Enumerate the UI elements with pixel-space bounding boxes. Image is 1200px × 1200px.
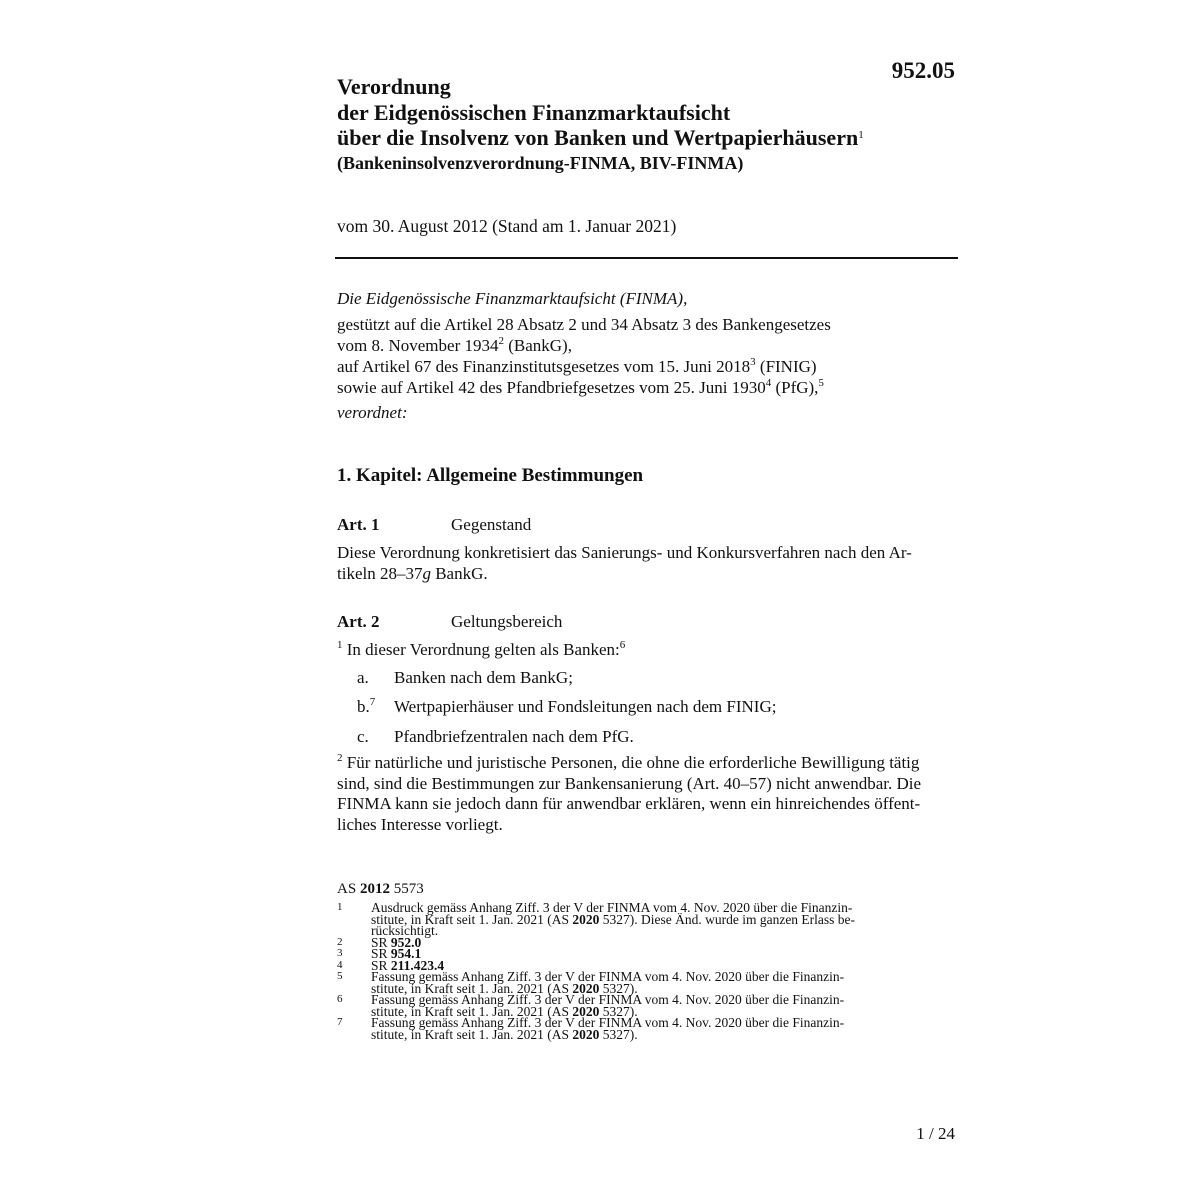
footnote-ref[interactable]: 5 — [818, 377, 824, 389]
title-line-text: über die Insolvenz von Banken und Wertpapierhäusern — [337, 125, 859, 150]
footnote-ref[interactable]: 4 — [765, 377, 772, 389]
paragraph-text-italic: g — [422, 563, 431, 583]
list-letter — [357, 727, 394, 747]
footnote — [337, 1017, 855, 1040]
footnote-line-text: SR — [371, 946, 391, 961]
title-line — [337, 125, 864, 151]
article-paragraph — [337, 640, 625, 661]
list-letter-text: b. — [357, 697, 370, 716]
footnote-line-bold: 954.1 — [390, 946, 422, 961]
footnote-text — [371, 1017, 844, 1040]
chapter-heading: 1. Kapitel: Allgemeine Bestimmungen — [337, 465, 644, 486]
article-paragraph — [337, 543, 912, 584]
footnote — [337, 902, 855, 937]
footnote-ref[interactable]: 6 — [619, 639, 626, 651]
source-reference — [337, 881, 424, 898]
footnote-text — [371, 971, 844, 994]
paragraph-text: tikeln 28–37 — [337, 563, 423, 583]
footnote-number: 5 — [337, 970, 343, 982]
paragraph-line: FINMA kann sie jedoch dann für anwendbar erklären, wenn ein hinreichendes öffent- — [337, 794, 921, 813]
preamble-line — [337, 335, 831, 356]
source-year: 2012 — [359, 881, 390, 897]
footnote-line: Fassung gemäss Anhang Ziff. 3 der V der FINMA vom 4. Nov. 2020 über die Finanzin- — [371, 1015, 845, 1030]
footnote-line-bold: 2020 — [572, 1026, 600, 1042]
title-line: der Eidgenössischen Finanzmarktaufsicht — [337, 99, 731, 125]
preamble-line — [337, 377, 831, 398]
list-item — [357, 668, 573, 688]
paragraph-line: liches Interesse vorliegt. — [337, 814, 503, 834]
paragraph-line: sind, sind die Bestimmungen zur Bankensanierung (Art. 40–57) nicht anwendbar. Die — [337, 773, 922, 793]
article-heading — [337, 515, 531, 535]
article-heading — [337, 612, 562, 632]
footnote-line-text: 5327). Diese Änd. wurde im ganzen Erlass be- — [599, 911, 856, 927]
list-letter-text: a. — [357, 668, 369, 687]
footnote-line-text: 5327). — [599, 1003, 638, 1019]
footnote-line-text: stitute, in Kraft seit 1. Jan. 2021 (AS — [371, 911, 573, 927]
footnote-line-text: SR — [371, 934, 391, 950]
paragraph-line — [337, 753, 921, 774]
footnote-line-bold: 211.423.4 — [390, 957, 445, 973]
list-text: Wertpapierhäuser und Fondsleitungen nach dem FINIG; — [394, 697, 777, 716]
paragraph-number: 1 — [337, 639, 343, 651]
title-line: Verordnung — [337, 74, 451, 99]
list-item — [357, 697, 776, 717]
preamble-line-text: (PfG), — [771, 378, 819, 397]
footnote-line-text: stitute, in Kraft seit 1. Jan. 2021 (AS — [371, 980, 573, 996]
footnote-line-bold: 2020 — [572, 1003, 600, 1019]
footnote — [337, 971, 855, 994]
footnote-line-bold: 2020 — [572, 980, 600, 996]
preamble-line — [337, 356, 831, 377]
footnote-ref[interactable]: 1 — [858, 129, 864, 141]
footnote-line-text: 5327). — [599, 980, 638, 996]
article-paragraph — [337, 753, 921, 835]
article-number: Art. 2 — [337, 612, 380, 631]
list-text: Pfandbriefzentralen nach dem PfG. — [394, 727, 634, 746]
preamble-authority: Die Eidgenössische Finanzmarktaufsicht (FINMA), — [337, 289, 688, 308]
page-number: 1 / 24 — [916, 1124, 955, 1143]
preamble-line-text: vom 8. November 1934 — [337, 336, 499, 355]
preamble-line-text: (FINIG) — [755, 357, 817, 376]
footnote-number: 2 — [337, 935, 343, 948]
footnote-number: 6 — [337, 993, 343, 1005]
footnotes — [337, 902, 855, 1040]
footnote-line-text: stitute, in Kraft seit 1. Jan. 2021 (AS — [371, 1026, 573, 1042]
list-item — [357, 727, 634, 747]
article-number: Art. 1 — [337, 515, 380, 534]
footnote-line: Fassung gemäss Anhang Ziff. 3 der V der FINMA vom 4. Nov. 2020 über die Finanzin- — [371, 992, 845, 1007]
footnote-ref[interactable]: 2 — [498, 335, 504, 347]
document-date: vom 30. August 2012 (Stand am 1. Januar 2021) — [337, 216, 677, 236]
paragraph-text: Für natürliche und juristische Personen, die ohne die erforderliche Bewilligung tätig — [342, 753, 920, 772]
list-letter — [357, 668, 394, 688]
footnote-number: 3 — [337, 947, 343, 959]
preamble-line-text: auf Artikel 67 des Finanzinstitutsgesetzes vom 15. Juni 2018 — [337, 357, 751, 376]
preamble-line-text: sowie auf Artikel 42 des Pfandbriefgesetzes vom 25. Juni 1930 — [337, 378, 766, 397]
footnote-line: Fassung gemäss Anhang Ziff. 3 der V der FINMA vom 4. Nov. 2020 über die Finanzin- — [371, 969, 845, 984]
footnote-line: Ausdruck gemäss Anhang Ziff. 3 der V der FINMA vom 4. Nov. 2020 über die Finanzin- — [371, 900, 853, 915]
list-text: Banken nach dem BankG; — [394, 668, 573, 687]
footnote-number: 4 — [337, 958, 343, 971]
document-subtitle: (Bankeninsolvenzverordnung-FINMA, BIV-FINMA) — [337, 153, 744, 173]
source-page: 5573 — [389, 881, 424, 897]
footnote-line — [371, 1026, 844, 1042]
list-letter-text: c. — [357, 727, 369, 746]
paragraph-line — [337, 564, 912, 585]
article-title: Gegenstand — [451, 515, 532, 534]
footnote-line-bold: 952.0 — [390, 934, 422, 950]
footnote-number: 1 — [337, 901, 343, 913]
footnote-ref[interactable]: 3 — [750, 356, 756, 368]
preamble-verordnet: verordnet: — [337, 403, 408, 422]
paragraph-text: In dieser Verordnung gelten als Banken: — [342, 640, 620, 659]
footnote-line-bold: 2020 — [572, 911, 600, 927]
paragraph-number: 2 — [337, 752, 343, 764]
list-letter — [357, 697, 394, 717]
footnote-number: 7 — [337, 1016, 343, 1028]
footnote-line: rücksichtigt. — [371, 923, 439, 938]
footnote-line-text: stitute, in Kraft seit 1. Jan. 2021 (AS — [371, 1003, 573, 1019]
preamble-line-text: (BankG), — [503, 336, 572, 355]
header-divider — [335, 257, 958, 259]
footnote-line-text: SR — [371, 957, 391, 973]
footnote-text — [371, 994, 844, 1017]
paragraph-text: BankG. — [430, 563, 488, 583]
footnote-ref[interactable]: 7 — [369, 696, 376, 708]
footnote — [337, 994, 855, 1017]
preamble-line: gestützt auf die Artikel 28 Absatz 2 und 34 Absatz 3 des Bankengesetzes — [337, 315, 831, 334]
source-prefix: AS — [337, 881, 360, 897]
paragraph-line: Diese Verordnung konkretisiert das Sanierungs- und Konkursverfahren nach den Ar- — [337, 543, 912, 562]
article-title: Geltungsbereich — [451, 612, 563, 631]
preamble — [337, 288, 831, 423]
document-title — [337, 74, 864, 151]
footnote-text — [371, 902, 855, 937]
footnote-line — [371, 911, 856, 927]
footnote-line-text: 5327). — [599, 1026, 638, 1042]
sr-number: 952.05 — [891, 58, 955, 83]
